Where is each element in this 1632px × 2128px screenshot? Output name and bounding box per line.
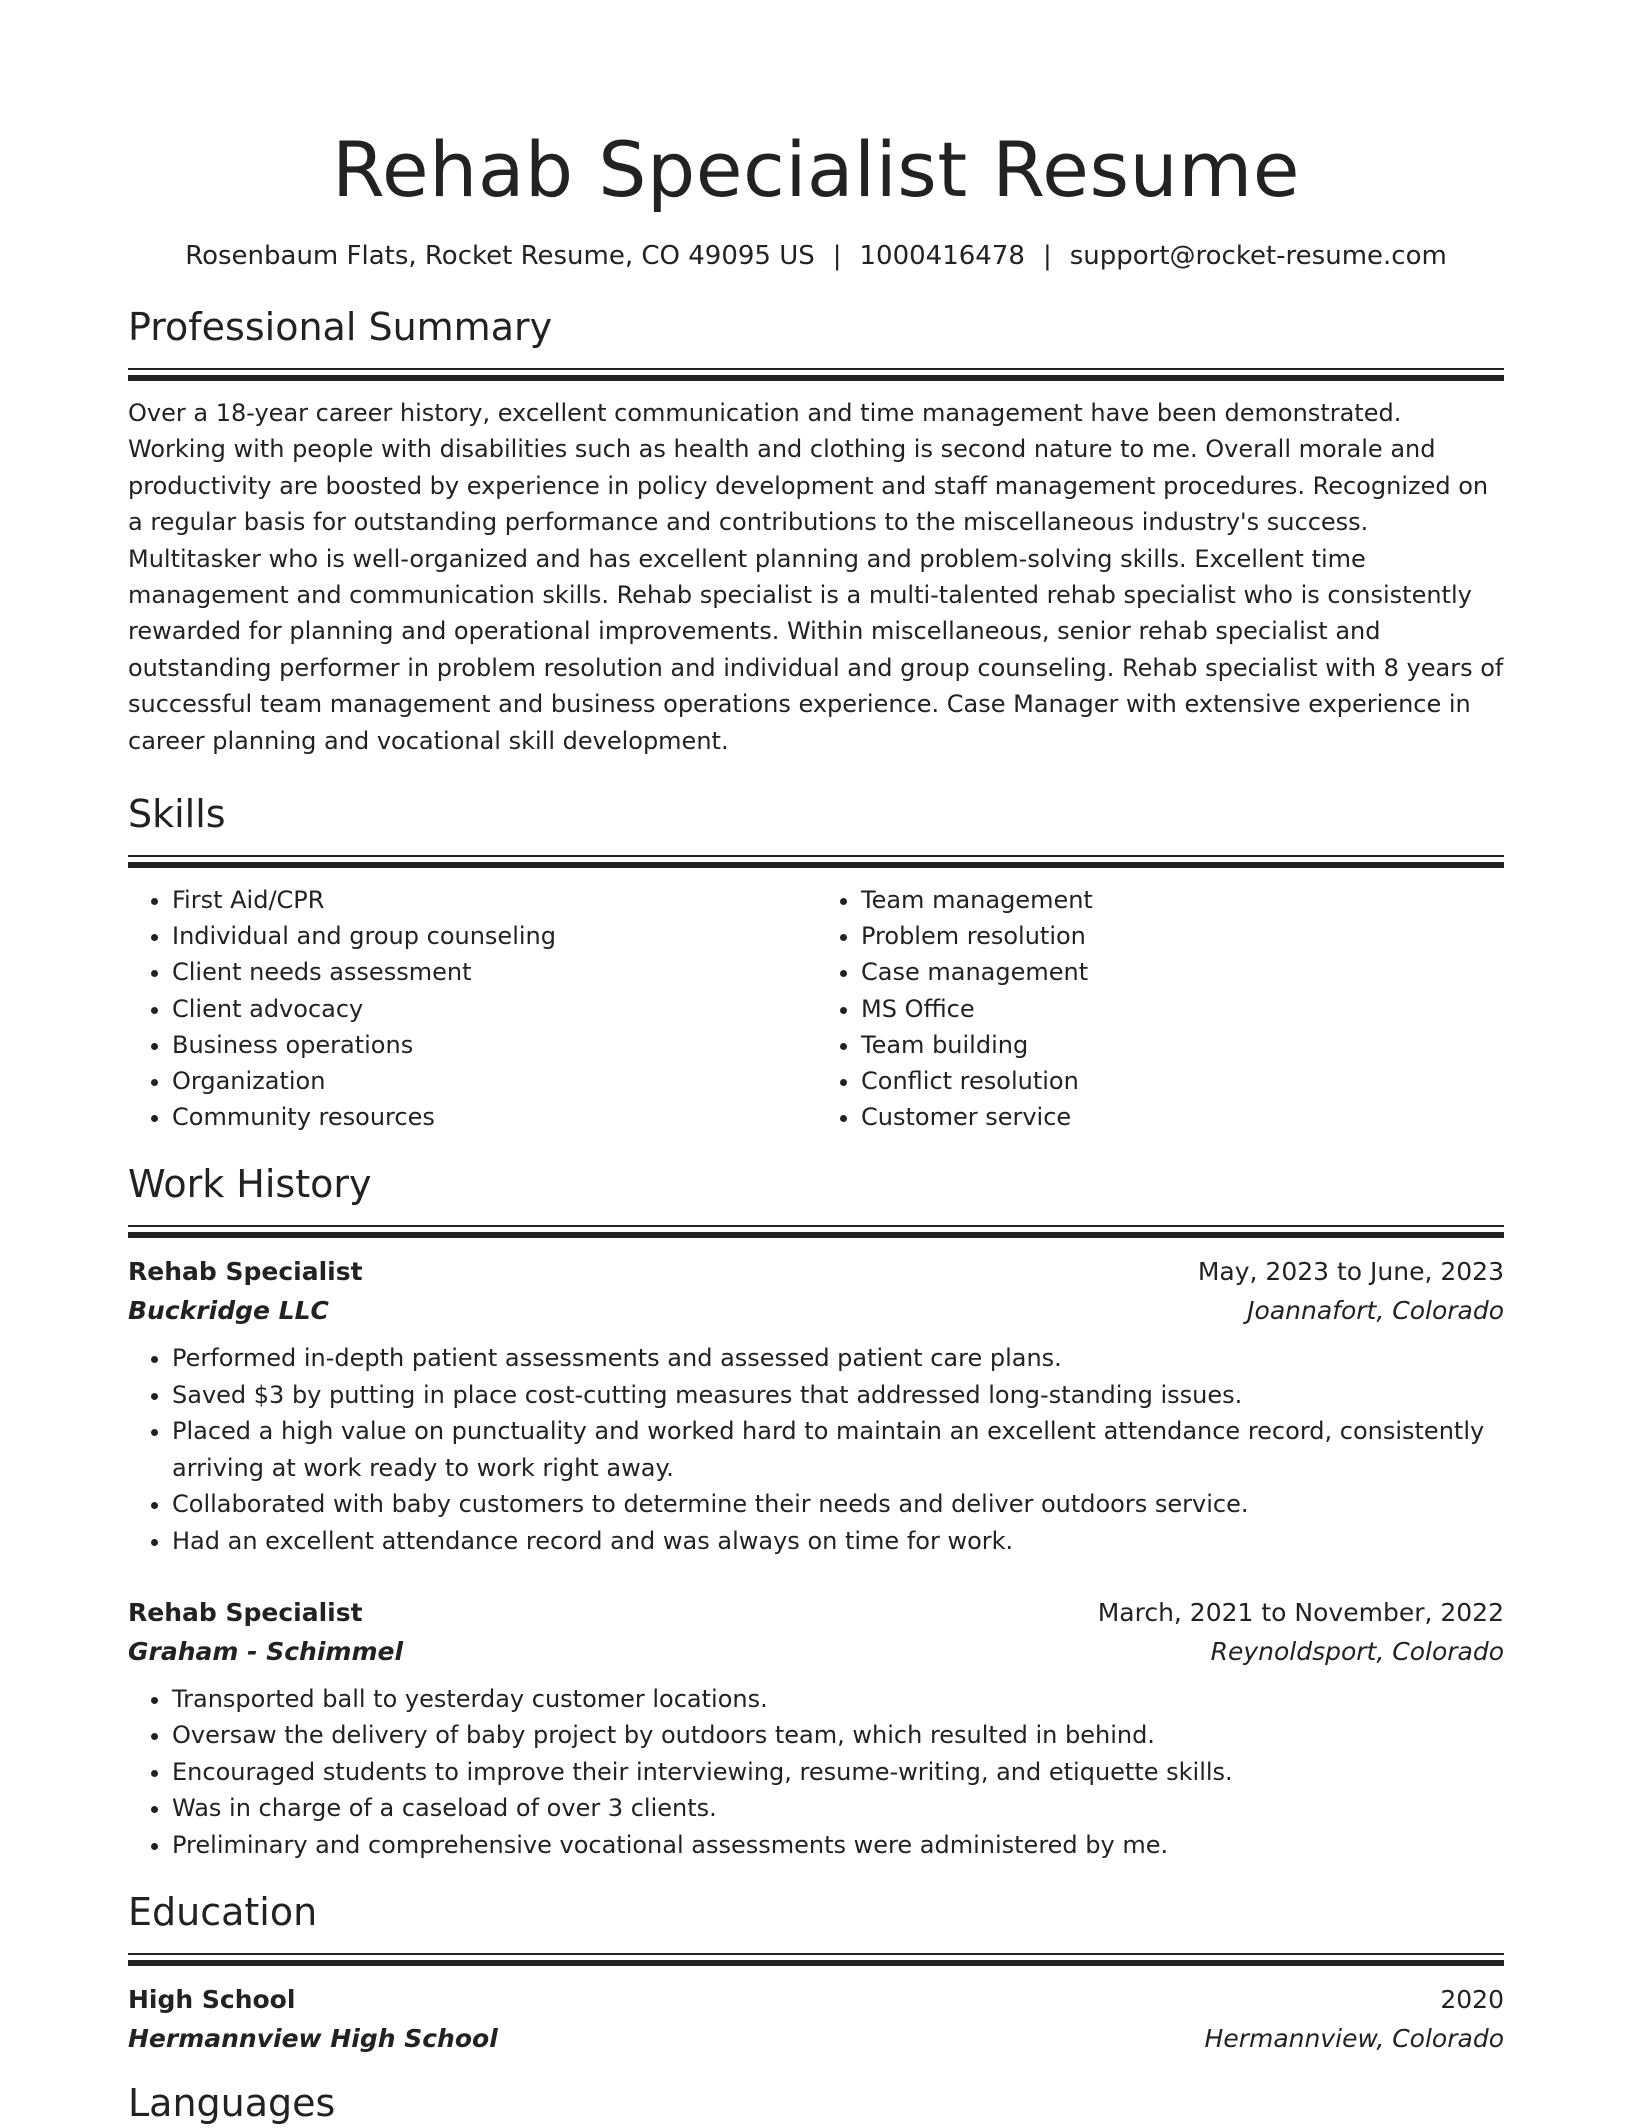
job-entry: [128, 1593, 1504, 1863]
job-company: Graham - Schimmel: [128, 1636, 404, 1666]
section-title-summary: Professional Summary: [128, 305, 553, 349]
skill-item: • Customer service: [861, 1099, 1504, 1135]
skill-item: • MS Office: [861, 991, 1504, 1027]
job-header-row: [128, 1252, 1504, 1291]
skill-item: • Individual and group counseling: [172, 918, 816, 954]
languages-section: [128, 2078, 1504, 2128]
job-header-row: [128, 1593, 1504, 1632]
summary-text: Over a 18-year career history, excellent communication and time management have been demonstrated. Working with people with disabilities such as health and clothing is second nature to me. Overall morale and productivity are boosted by experience in policy development and staff management procedures. Recognized on a regular basis for outstanding performance and contributions to the miscellaneous industry's success. Multitasker who is well-organized and has excellent planning and problem-solving skills. Excellent time management and communication skills. Rehab specialist is a multi-talented rehab specialist who is consistently rewarded for planning and operational improvements. Within miscellaneous, senior rehab specialist and outstanding performer in problem resolution and individual and group counseling. Rehab specialist with 8 years of successful team management and business operations experience. Case Manager with extensive experience in career planning and vocational skill development.: [128, 399, 1504, 755]
job-title: Rehab Specialist: [128, 1257, 363, 1287]
job-bullets: [128, 1681, 1504, 1863]
education-year: 2020: [1440, 1984, 1504, 2014]
job-bullet: • Saved $3 by putting in place cost-cutting measures that addressed long-standing issues.: [172, 1377, 1504, 1413]
section-title-work-history: Work History: [128, 1162, 372, 1207]
section-title-skills: Skills: [128, 792, 226, 837]
job-location: Joannafort, Colorado: [1247, 1296, 1504, 1326]
education-entry: [128, 1980, 1504, 2058]
job-dates: May, 2023 to June, 2023: [1197, 1257, 1504, 1287]
section-divider: [128, 1953, 1504, 1966]
job-bullet: • Encouraged students to improve their interviewing, resume-writing, and etiquette skills.: [172, 1754, 1504, 1790]
job-bullet: • Had an excellent attendance record and was always on time for work.: [172, 1523, 1504, 1559]
section-title-languages: Languages: [128, 2080, 336, 2125]
job-title: Rehab Specialist: [128, 1597, 363, 1627]
job-location: Reynoldsport, Colorado: [1210, 1636, 1504, 1666]
contact-separator: |: [1042, 241, 1052, 271]
job-bullet: • Transported ball to yesterday customer locations.: [172, 1681, 1504, 1717]
skill-item: • Team management: [861, 882, 1504, 918]
education-school-row: [128, 2019, 1504, 2058]
skill-item: • Business operations: [172, 1027, 816, 1063]
section-title-education: Education: [128, 1889, 318, 1934]
contact-line: [128, 238, 1504, 274]
skill-item: • Conflict resolution: [861, 1063, 1504, 1099]
job-dates: March, 2021 to November, 2022: [1097, 1597, 1504, 1627]
skill-item: • Client needs assessment: [172, 954, 816, 990]
skill-item: • First Aid/CPR: [172, 882, 816, 918]
contact-address: Rosenbaum Flats, Rocket Resume, CO 49095 US: [185, 241, 815, 271]
job-bullet: • Was in charge of a caseload of over 3 clients.: [172, 1790, 1504, 1826]
skill-item: • Organization: [172, 1063, 816, 1099]
job-company: Buckridge LLC: [128, 1296, 329, 1326]
skills-column-right: [816, 882, 1504, 1135]
summary-section: [128, 302, 1504, 759]
work-history-section: [128, 1159, 1504, 1862]
skill-item: • Case management: [861, 954, 1504, 990]
resume-title: Rehab Specialist Resume: [332, 125, 1300, 214]
contact-separator: |: [832, 241, 842, 271]
job-bullet: • Placed a high value on punctuality and worked hard to maintain an excellent attendance record, consistently arriving at work ready to work right away.: [172, 1413, 1504, 1486]
job-entry: [128, 1252, 1504, 1558]
education-degree: High School: [128, 1984, 296, 2014]
skill-item: • Team building: [861, 1027, 1504, 1063]
education-section: [128, 1887, 1504, 2058]
skills-section: [128, 789, 1504, 1135]
skill-item: • Community resources: [172, 1099, 816, 1135]
education-school: Hermannview High School: [128, 2023, 498, 2053]
skills-list: [128, 882, 1504, 1135]
section-divider: [128, 1225, 1504, 1238]
education-header-row: [128, 1980, 1504, 2019]
job-bullet: • Collaborated with baby customers to determine their needs and deliver outdoors service.: [172, 1486, 1504, 1522]
skill-item: • Problem resolution: [861, 918, 1504, 954]
section-divider: [128, 855, 1504, 868]
job-bullets: [128, 1340, 1504, 1558]
section-divider: [128, 368, 1504, 381]
job-company-row: [128, 1291, 1504, 1330]
contact-email: support@rocket-resume.com: [1069, 241, 1447, 271]
job-company-row: [128, 1632, 1504, 1671]
job-bullet: • Performed in-depth patient assessments and assessed patient care plans.: [172, 1340, 1504, 1376]
education-location: Hermannview, Colorado: [1204, 2023, 1504, 2053]
job-bullet: • Preliminary and comprehensive vocational assessments were administered by me.: [172, 1827, 1504, 1863]
skills-column-left: [128, 882, 816, 1135]
job-bullet: • Oversaw the delivery of baby project by outdoors team, which resulted in behind.: [172, 1717, 1504, 1753]
skill-item: • Client advocacy: [172, 991, 816, 1027]
contact-phone: 1000416478: [859, 241, 1025, 271]
